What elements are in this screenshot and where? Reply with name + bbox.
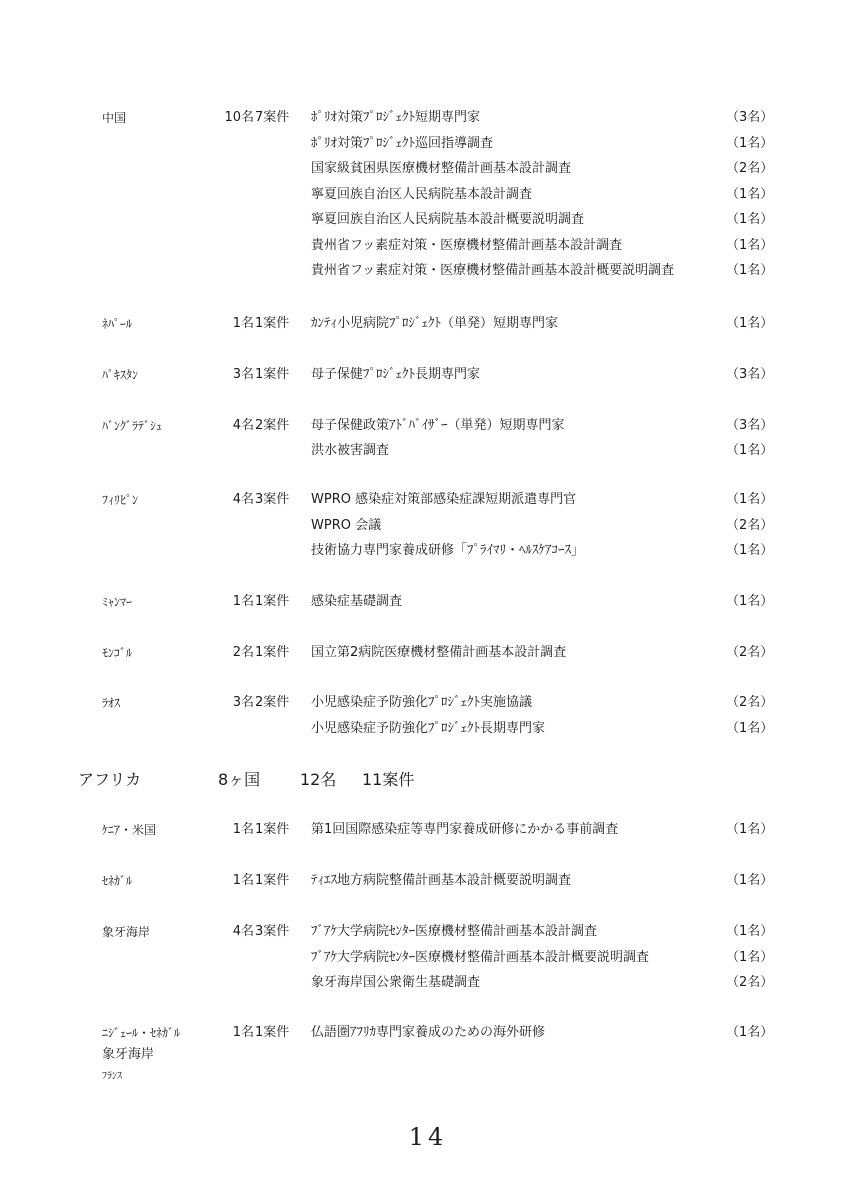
person-count: 4名 <box>232 492 254 507</box>
country-line-3: ﾌﾗﾝｽ <box>102 1071 122 1082</box>
project-count: （1名） <box>726 316 774 331</box>
project-count: （1名） <box>726 187 774 202</box>
country-name: ﾊﾞﾝｸﾞﾗﾃﾞｼｭ <box>102 419 163 433</box>
project-count: （1名） <box>726 136 774 151</box>
project-name: ﾎﾟﾘｵ対策ﾌﾟﾛｼﾞｪｸﾄ短期専門家 <box>311 110 481 125</box>
case-count: 1案件 <box>255 594 290 609</box>
project-count: （2名） <box>726 645 774 660</box>
case-count: 1案件 <box>255 367 290 382</box>
project-name: 母子保健ﾌﾟﾛｼﾞｪｸﾄ長期専門家 <box>311 367 481 382</box>
project-count: （1名） <box>726 543 774 558</box>
project-name: 寧夏回族自治区人民病院基本設計調査 <box>311 187 533 202</box>
project-name: 洪水被害調査 <box>311 443 390 458</box>
project-name: 国家級貧困県医療機材整備計画基本設計調査 <box>311 161 572 176</box>
region-header-africa <box>0 767 856 789</box>
project-name: 小児感染症予防強化ﾌﾟﾛｼﾞｪｸﾄ長期専門家 <box>311 721 546 736</box>
person-count: 1名 <box>232 316 254 331</box>
person-count: 4名 <box>232 418 254 433</box>
project-count: （1名） <box>726 212 774 227</box>
person-count: 1名 <box>232 1025 254 1040</box>
case-count: 2案件 <box>255 418 290 433</box>
person-count: 3名 <box>232 367 254 382</box>
country-line-2: 象牙海岸 <box>102 1047 155 1062</box>
project-count: （2名） <box>726 161 774 176</box>
project-name: 象牙海岸国公衆衛生基礎調査 <box>311 975 481 990</box>
region-person-count: 12名 <box>300 770 337 789</box>
project-count: （1名） <box>726 822 774 837</box>
person-count: 2名 <box>232 645 254 660</box>
person-count: 1名 <box>232 594 254 609</box>
person-count: 4名 <box>232 924 254 939</box>
project-count: （2名） <box>726 975 774 990</box>
country-name: ｹﾆｱ・米国 <box>102 823 157 837</box>
country-line-1: ﾆｼﾞｪｰﾙ・ｾﾈｶﾞﾙ <box>102 1026 181 1040</box>
project-count: （1名） <box>726 1025 774 1040</box>
country-name <box>102 1025 180 1085</box>
project-count: （2名） <box>726 695 774 710</box>
project-name: ｶﾝﾃｨ小児病院ﾌﾟﾛｼﾞｪｸﾄ（単発）短期専門家 <box>311 316 559 331</box>
project-name: ﾌﾞｱｹ大学病院ｾﾝﾀｰ医療機材整備計画基本設計概要説明調査 <box>311 950 650 965</box>
project-name: ﾃｨｴｽ地方病院整備計画基本設計概要説明調査 <box>311 873 572 888</box>
case-count: 1案件 <box>255 1025 290 1040</box>
project-name: 技術協力専門家養成研修「ﾌﾟﾗｲﾏﾘ・ﾍﾙｽｹｱｺｰｽ」 <box>311 543 585 558</box>
case-count: 1案件 <box>255 316 290 331</box>
project-name: 母子保健政策ｱﾄﾞﾊﾞｲｻﾞｰ（単発）短期専門家 <box>311 418 565 433</box>
page-number: 14 <box>408 1123 448 1151</box>
country-name: ﾊﾟｷｽﾀﾝ <box>102 368 139 382</box>
project-name: 国立第2病院医療機材整備計画基本設計調査 <box>311 645 567 660</box>
project-count: （1名） <box>726 238 774 253</box>
project-count: （3名） <box>726 418 774 433</box>
project-count: （2名） <box>726 518 774 533</box>
project-count: （1名） <box>726 873 774 888</box>
case-count: 1案件 <box>255 873 290 888</box>
project-name: 貴州省フッ素症対策・医療機材整備計画基本設計調査 <box>311 238 623 253</box>
project-count: （1名） <box>726 950 774 965</box>
project-name: 感染症基礎調査 <box>311 594 403 609</box>
country-name: ﾗｵｽ <box>102 696 121 710</box>
person-count: 1名 <box>232 873 254 888</box>
project-count: （1名） <box>726 492 774 507</box>
project-count: （1名） <box>726 263 774 278</box>
country-name: ﾐｬﾝﾏｰ <box>102 595 133 609</box>
project-count: （1名） <box>726 924 774 939</box>
project-name: 寧夏回族自治区人民病院基本設計概要説明調査 <box>311 212 585 227</box>
case-count: 3案件 <box>255 924 290 939</box>
country-name: 中国 <box>102 111 127 125</box>
project-name: 小児感染症予防強化ﾌﾟﾛｼﾞｪｸﾄ実施協議 <box>311 695 533 710</box>
case-count: 7案件 <box>255 110 290 125</box>
case-count: 1案件 <box>255 645 290 660</box>
region-name: アフリカ <box>78 770 142 789</box>
project-name: ﾎﾟﾘｵ対策ﾌﾟﾛｼﾞｪｸﾄ巡回指導調査 <box>311 136 494 151</box>
project-name: 第1回国際感染症等専門家養成研修にかかる事前調査 <box>311 822 619 837</box>
case-count: 2案件 <box>255 695 290 710</box>
project-name: 貴州省フッ素症対策・医療機材整備計画基本設計概要説明調査 <box>311 263 675 278</box>
project-name: WPRO 会議 <box>311 518 382 533</box>
project-count: （1名） <box>726 594 774 609</box>
project-name: WPRO 感染症対策部感染症課短期派遣専門官 <box>311 492 577 507</box>
country-name: ﾈﾊﾟｰﾙ <box>102 317 133 331</box>
person-count: 1名 <box>232 822 254 837</box>
project-count: （3名） <box>726 367 774 382</box>
case-count: 3案件 <box>255 492 290 507</box>
project-name: ﾌﾞｱｹ大学病院ｾﾝﾀｰ医療機材整備計画基本設計調査 <box>311 924 598 939</box>
project-count: （3名） <box>726 110 774 125</box>
project-count: （1名） <box>726 443 774 458</box>
region-country-count: 8ヶ国 <box>218 770 261 789</box>
country-name: 象牙海岸 <box>102 925 151 939</box>
region-case-count: 11案件 <box>362 770 415 789</box>
project-name: 仏語圏ｱﾌﾘｶ専門家養成のための海外研修 <box>311 1025 546 1040</box>
project-count: （1名） <box>726 721 774 736</box>
country-name: ｾﾈｶﾞﾙ <box>102 874 133 888</box>
person-count: 3名 <box>232 695 254 710</box>
person-count: 10名 <box>224 110 254 125</box>
country-name: ﾌｨﾘﾋﾟﾝ <box>102 493 139 507</box>
case-count: 1案件 <box>255 822 290 837</box>
country-name: ﾓﾝｺﾞﾙ <box>102 646 133 660</box>
